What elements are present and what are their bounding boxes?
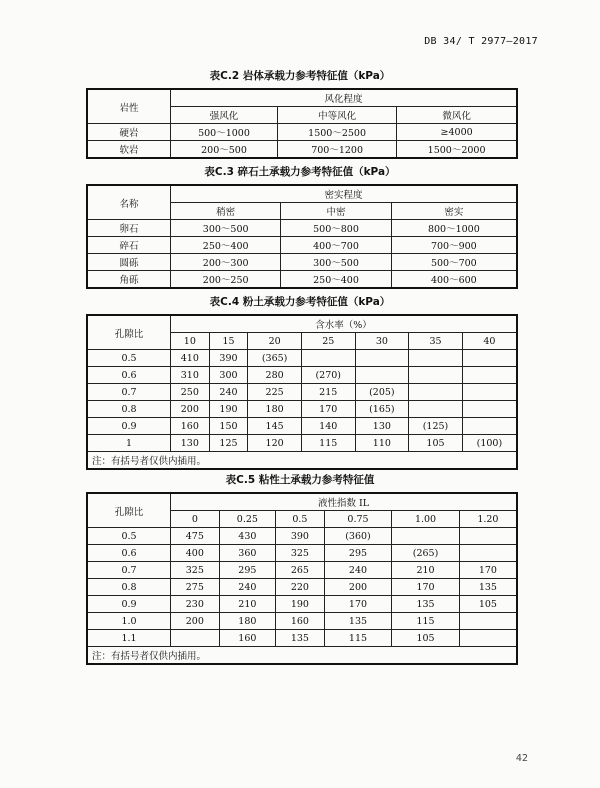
value-cell: 250～400 (281, 271, 391, 289)
column-header-cell: 0.25 (219, 511, 275, 528)
value-cell: 1500～2000 (397, 141, 517, 159)
header-row (87, 185, 517, 203)
column-header-cell: 40 (462, 333, 517, 350)
column-header-cell: 20 (248, 333, 302, 350)
table-c3 (86, 184, 518, 289)
value-cell (355, 367, 409, 384)
value-cell (355, 350, 409, 367)
value-cell: 210 (219, 596, 275, 613)
value-cell: 390 (276, 528, 325, 545)
group-header-cell: 液性指数 IL (171, 493, 518, 511)
value-cell: 1500～2500 (277, 124, 396, 141)
value-cell (171, 630, 220, 647)
value-cell: 200～300 (171, 254, 281, 271)
value-cell: 325 (171, 562, 220, 579)
value-cell (462, 367, 517, 384)
row-label-cell: 1 (87, 435, 171, 452)
value-cell: ≥4000 (397, 124, 517, 141)
value-cell: 200～500 (171, 141, 278, 159)
row-label-cell: 0.5 (87, 350, 171, 367)
column-header-cell: 30 (355, 333, 409, 350)
table-row (87, 562, 517, 579)
value-cell: (360) (324, 528, 392, 545)
row-label-cell: 0.5 (87, 528, 171, 545)
value-cell: 130 (355, 418, 409, 435)
value-cell: 105 (392, 630, 460, 647)
table-row (87, 254, 517, 271)
column-header-cell: 密实 (391, 203, 517, 220)
value-cell: 200 (171, 401, 210, 418)
row-header-cell: 岩性 (87, 89, 171, 124)
value-cell (462, 350, 517, 367)
value-cell: 390 (209, 350, 248, 367)
value-cell: 300～500 (281, 254, 391, 271)
value-cell: 310 (171, 367, 210, 384)
table-note: 注：有括号者仅供内插用。 (87, 647, 517, 665)
row-label-cell: 硬岩 (87, 124, 171, 141)
row-label-cell: 0.6 (87, 367, 171, 384)
value-cell: 240 (209, 384, 248, 401)
row-label-cell: 1.0 (87, 613, 171, 630)
value-cell: 170 (392, 579, 460, 596)
value-cell: 190 (209, 401, 248, 418)
column-header-cell: 1.20 (459, 511, 517, 528)
row-label-cell: 角砾 (87, 271, 171, 289)
value-cell (462, 401, 517, 418)
table-note: 注：有括号者仅供内插用。 (87, 452, 517, 470)
value-cell: 170 (324, 596, 392, 613)
table-row (87, 401, 517, 418)
row-header-cell: 孔隙比 (87, 315, 171, 350)
column-header-cell: 10 (171, 333, 210, 350)
value-cell (459, 528, 517, 545)
value-cell: 700～1200 (277, 141, 396, 159)
value-cell (392, 528, 460, 545)
table-row (87, 237, 517, 254)
value-cell: 800～1000 (391, 220, 517, 237)
value-cell: 475 (171, 528, 220, 545)
value-cell: 135 (392, 596, 460, 613)
note-row (87, 452, 517, 470)
table-row (87, 596, 517, 613)
column-header-cell: 0.5 (276, 511, 325, 528)
row-label-cell: 0.8 (87, 579, 171, 596)
value-cell (409, 350, 463, 367)
table-row (87, 435, 517, 452)
group-header-cell: 含水率（%） (171, 315, 518, 333)
value-cell: 400～700 (281, 237, 391, 254)
value-cell: 180 (248, 401, 302, 418)
column-header-cell: 0 (171, 511, 220, 528)
value-cell: 500～700 (391, 254, 517, 271)
column-header-cell: 0.75 (324, 511, 392, 528)
value-cell: 230 (171, 596, 220, 613)
value-cell (462, 418, 517, 435)
table-row (87, 613, 517, 630)
row-label-cell: 0.6 (87, 545, 171, 562)
value-cell (462, 384, 517, 401)
value-cell: (270) (301, 367, 355, 384)
table-row (87, 630, 517, 647)
value-cell: 300 (209, 367, 248, 384)
row-label-cell: 圆砾 (87, 254, 171, 271)
value-cell: 295 (324, 545, 392, 562)
table-row (87, 350, 517, 367)
value-cell: 295 (219, 562, 275, 579)
column-header-cell: 中密 (281, 203, 391, 220)
group-header-cell: 风化程度 (171, 89, 518, 107)
row-label-cell: 碎石 (87, 237, 171, 254)
header-row (87, 89, 517, 107)
value-cell: 250～400 (171, 237, 281, 254)
value-cell: 200 (171, 613, 220, 630)
header-row (87, 493, 517, 511)
value-cell: 160 (219, 630, 275, 647)
value-cell: 200 (324, 579, 392, 596)
value-cell: 105 (409, 435, 463, 452)
table-row (87, 220, 517, 237)
value-cell (409, 401, 463, 418)
value-cell: 240 (324, 562, 392, 579)
value-cell: 170 (459, 562, 517, 579)
value-cell: 360 (219, 545, 275, 562)
column-header-cell: 中等风化 (277, 107, 396, 124)
row-label-cell: 0.7 (87, 562, 171, 579)
value-cell: 170 (301, 401, 355, 418)
table-row (87, 418, 517, 435)
value-cell: 150 (209, 418, 248, 435)
value-cell: 160 (171, 418, 210, 435)
table-c3-caption: 表C.3 碎石土承载力参考特征值（kPa） (204, 166, 396, 178)
row-header-cell: 名称 (87, 185, 171, 220)
column-header-cell: 强风化 (171, 107, 278, 124)
note-row (87, 647, 517, 665)
value-cell: (165) (355, 401, 409, 418)
table-row (87, 528, 517, 545)
table-c2-caption: 表C.2 岩体承载力参考特征值（kPa） (209, 70, 391, 82)
value-cell: 135 (459, 579, 517, 596)
value-cell: 400 (171, 545, 220, 562)
table-c2 (86, 88, 518, 159)
column-header-cell: 25 (301, 333, 355, 350)
value-cell: 500～800 (281, 220, 391, 237)
value-cell (301, 350, 355, 367)
value-cell (459, 545, 517, 562)
row-label-cell: 0.9 (87, 596, 171, 613)
value-cell (409, 384, 463, 401)
value-cell: 135 (324, 613, 392, 630)
value-cell: (365) (248, 350, 302, 367)
header-row (87, 315, 517, 333)
value-cell: 215 (301, 384, 355, 401)
row-label-cell: 0.8 (87, 401, 171, 418)
column-header-cell: 微风化 (397, 107, 517, 124)
value-cell (459, 630, 517, 647)
row-label-cell: 0.7 (87, 384, 171, 401)
value-cell: 115 (301, 435, 355, 452)
value-cell: 410 (171, 350, 210, 367)
table-row (87, 545, 517, 562)
value-cell: 120 (248, 435, 302, 452)
value-cell: 105 (459, 596, 517, 613)
row-label-cell: 1.1 (87, 630, 171, 647)
value-cell: 300～500 (171, 220, 281, 237)
row-header-cell: 孔隙比 (87, 493, 171, 528)
table-c5-caption: 表C.5 粘性土承载力参考特征值 (225, 474, 375, 486)
value-cell: (100) (462, 435, 517, 452)
value-cell: 700～900 (391, 237, 517, 254)
table-c5 (86, 492, 518, 665)
value-cell: 135 (276, 630, 325, 647)
row-label-cell: 卵石 (87, 220, 171, 237)
value-cell: 280 (248, 367, 302, 384)
value-cell: 210 (392, 562, 460, 579)
value-cell: 265 (276, 562, 325, 579)
table-row (87, 124, 517, 141)
value-cell: 115 (324, 630, 392, 647)
value-cell: 110 (355, 435, 409, 452)
page-number: 42 (515, 753, 528, 764)
table-c4 (86, 314, 518, 470)
value-cell: 160 (276, 613, 325, 630)
table-c4-caption: 表C.4 粉土承载力参考特征值（kPa） (209, 296, 391, 308)
column-header-cell: 1.00 (392, 511, 460, 528)
value-cell: (265) (392, 545, 460, 562)
table-row (87, 141, 517, 159)
value-cell: (205) (355, 384, 409, 401)
value-cell: 125 (209, 435, 248, 452)
column-header-cell: 35 (409, 333, 463, 350)
value-cell: 250 (171, 384, 210, 401)
row-label-cell: 0.9 (87, 418, 171, 435)
value-cell: 430 (219, 528, 275, 545)
value-cell: 145 (248, 418, 302, 435)
value-cell: 140 (301, 418, 355, 435)
value-cell: 225 (248, 384, 302, 401)
value-cell: 190 (276, 596, 325, 613)
value-cell: 400～600 (391, 271, 517, 289)
value-cell: 220 (276, 579, 325, 596)
value-cell: 130 (171, 435, 210, 452)
table-row (87, 367, 517, 384)
column-header-cell: 稍密 (171, 203, 281, 220)
value-cell: 115 (392, 613, 460, 630)
table-row (87, 579, 517, 596)
value-cell: 180 (219, 613, 275, 630)
group-header-cell: 密实程度 (171, 185, 518, 203)
column-header-cell: 15 (209, 333, 248, 350)
value-cell: 500～1000 (171, 124, 278, 141)
row-label-cell: 软岩 (87, 141, 171, 159)
value-cell (459, 613, 517, 630)
standard-header: DB 34/ T 2977—2017 (424, 36, 538, 47)
value-cell: (125) (409, 418, 463, 435)
value-cell (409, 367, 463, 384)
value-cell: 275 (171, 579, 220, 596)
value-cell: 325 (276, 545, 325, 562)
value-cell: 240 (219, 579, 275, 596)
table-row (87, 271, 517, 289)
value-cell: 200～250 (171, 271, 281, 289)
table-row (87, 384, 517, 401)
